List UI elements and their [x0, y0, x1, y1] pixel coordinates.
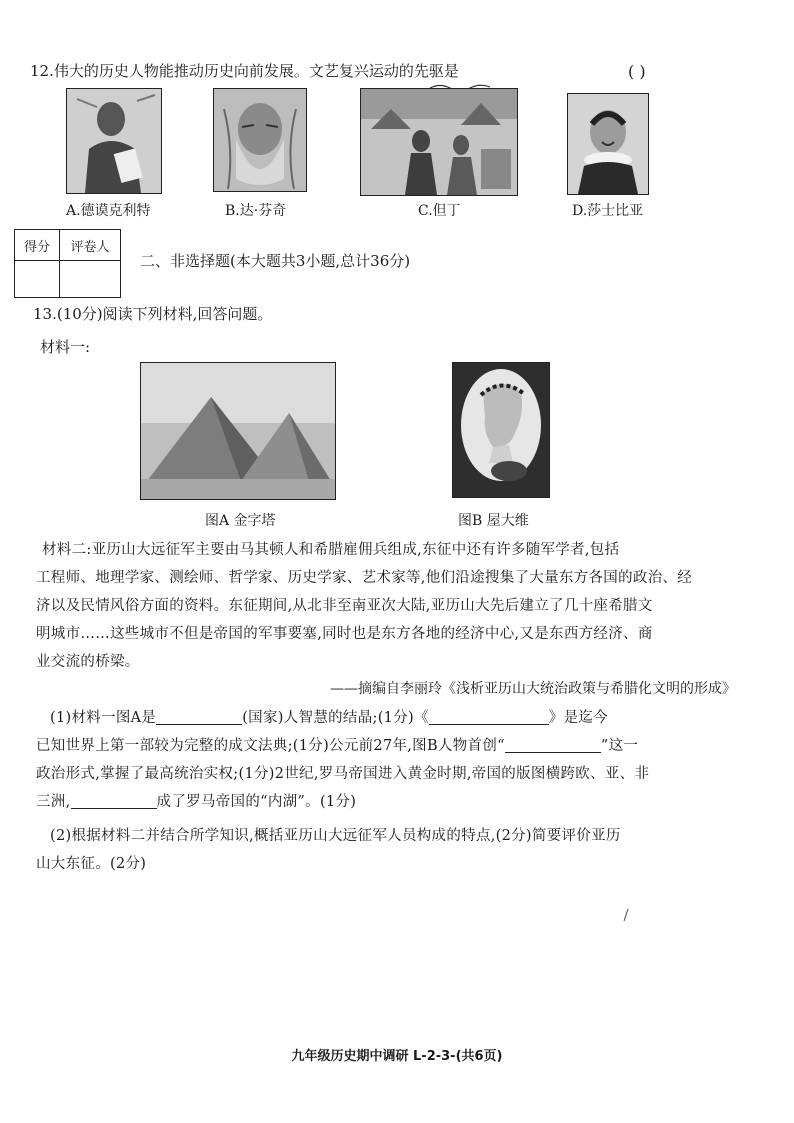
score-box — [14, 229, 121, 298]
part-1-text-a: (1)材料一图A是 — [50, 710, 157, 726]
score-cell — [15, 261, 60, 298]
blank-inner-lake[interactable] — [71, 792, 157, 809]
option-a: A.德谟克利特 — [66, 203, 151, 219]
blank-law-code[interactable] — [429, 708, 549, 725]
part-1-text-g: 三洲, — [36, 794, 71, 810]
option-c: C.但丁 — [418, 203, 461, 219]
part-1-text-d: 已知世界上第一部较为完整的成文法典;(1分)公元前27年,图B人物首创“ — [36, 738, 505, 754]
option-d: D.莎士比亚 — [572, 203, 644, 219]
stray-pen-mark — [622, 908, 630, 922]
blank-country[interactable] — [156, 708, 242, 725]
material-2-line: 工程师、地理学家、测绘师、哲学家、历史学家、艺术家等,他们沿途搜集了大量东方各国的政治、经 — [36, 570, 693, 586]
part-2-line-1: (2)根据材料二并结合所学知识,概括亚历山大远征军人员构成的特点,(2分)简要评价亚历 — [50, 828, 621, 844]
part-1-text-h: 成了罗马帝国的“内湖”。(1分) — [156, 794, 357, 810]
dante-scene-image — [360, 88, 518, 196]
material-2-text — [36, 536, 696, 676]
answer-parentheses: ( ) — [628, 62, 646, 81]
democritus-portrait-image — [66, 88, 162, 194]
option-b: B.达·芬奇 — [225, 203, 287, 219]
blank-political-form[interactable] — [505, 736, 601, 753]
question-13-part-2 — [36, 822, 696, 878]
question-13-part-1 — [36, 704, 696, 816]
material-2-line: 材料二:亚历山大远征军主要由马其顿人和希腊雇佣兵组成,东征中还有许多随军学者,包括 — [42, 542, 620, 558]
part-1-text-b: (国家)人智慧的结晶;(1分)《 — [242, 710, 429, 726]
grader-cell — [60, 261, 121, 298]
grader-label: 评卷人 — [60, 230, 121, 261]
question-12-stem: 12.伟大的历史人物能推动历史向前发展。文艺复兴运动的先驱是 — [30, 62, 459, 80]
question-13-stem: 13.(10分)阅读下列材料,回答问题。 — [33, 305, 273, 323]
pyramid-image — [140, 362, 336, 500]
section-2-title: 二、非选择题(本大题共3小题,总计36分) — [140, 252, 411, 270]
material-1-label: 材料一: — [40, 338, 91, 356]
material-2-source: ——摘编自李丽玲《浅析亚历山大统治政策与希腊化文明的形成》 — [330, 681, 736, 697]
da-vinci-portrait-image — [213, 88, 307, 192]
page-footer: 九年级历史期中调研 L-2-3-(共6页) — [291, 1049, 503, 1064]
material-2-line: 业交流的桥梁。 — [36, 654, 140, 670]
octavian-image — [452, 362, 550, 498]
part-1-text-c: 》是迄今 — [548, 710, 608, 726]
material-2-line: 明城市……这些城市不但是帝国的军事要塞,同时也是东方各地的经济中心,又是东西方经济、商 — [36, 626, 653, 642]
part-1-text-f: 政治形式,掌握了最高统治实权;(1分)2世纪,罗马帝国进入黄金时期,帝国的版图横跨欧、亚、非 — [36, 766, 650, 782]
shakespeare-portrait-image — [567, 93, 649, 195]
figure-a-caption: 图A 金字塔 — [205, 513, 276, 529]
part-1-text-e: ”这一 — [600, 738, 639, 754]
part-2-line-2: 山大东征。(2分) — [36, 856, 147, 872]
figure-b-caption: 图B 屋大维 — [458, 513, 529, 529]
material-2-line: 济以及民情风俗方面的资料。东征期间,从北非至南亚次大陆,亚历山大先后建立了几十座希腊文 — [36, 598, 653, 614]
score-label: 得分 — [15, 230, 60, 261]
